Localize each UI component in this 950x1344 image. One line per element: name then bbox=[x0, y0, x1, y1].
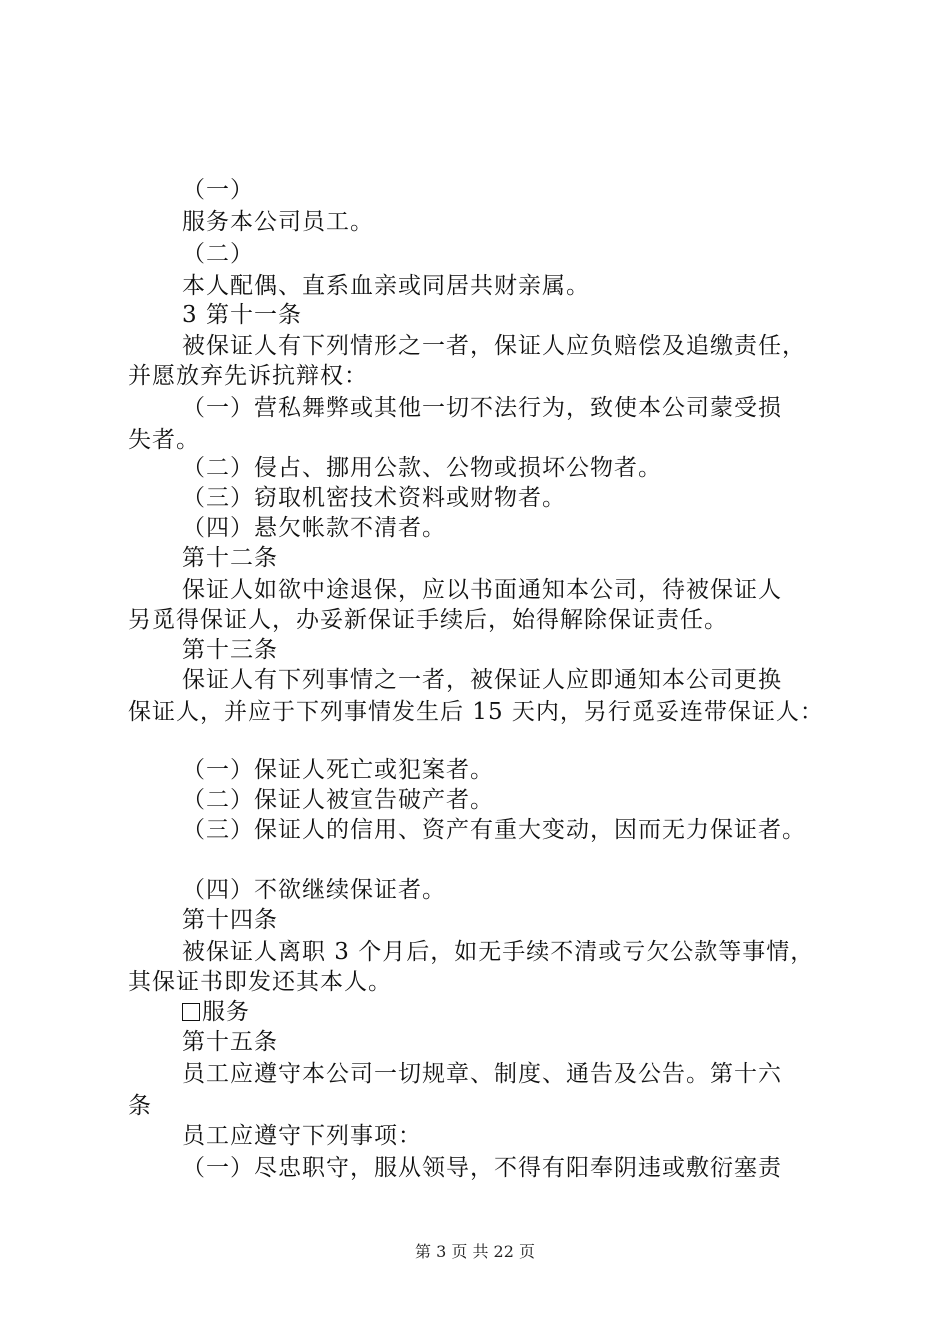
text-line: （一）营私舞弊或其他一切不法行为，致使本公司蒙受损 bbox=[182, 395, 782, 421]
text-line: （二） bbox=[182, 241, 254, 267]
text-line: 保证人如欲中途退保，应以书面通知本公司，待被保证人 bbox=[182, 577, 782, 603]
article-heading: 第十三条 bbox=[182, 637, 278, 663]
article-heading: 第十四条 bbox=[182, 907, 278, 933]
text-line: （四）不欲继续保证者。 bbox=[182, 877, 446, 903]
text-line: （三）保证人的信用、资产有重大变动，因而无力保证者。 bbox=[182, 817, 806, 843]
text-line: 保证人，并应于下列事情发生后 15 天内，另行觅妥连带保证人： bbox=[128, 699, 824, 725]
text-line: （一） bbox=[182, 177, 254, 203]
article-heading: 3 第十一条 bbox=[182, 302, 302, 328]
text-line: （三）窃取机密技术资料或财物者。 bbox=[182, 485, 566, 511]
text-line: 员工应遵守下列事项： bbox=[182, 1123, 422, 1149]
section-heading bbox=[182, 997, 250, 1027]
text-line: （二）保证人被宣告破产者。 bbox=[182, 787, 494, 813]
section-title: 服务 bbox=[202, 999, 250, 1025]
text-line: 并愿放弃先诉抗辩权： bbox=[128, 363, 368, 389]
text-line: 其保证书即发还其本人。 bbox=[128, 969, 392, 995]
text-line: 另觅得保证人，办妥新保证手续后，始得解除保证责任。 bbox=[128, 607, 728, 633]
text-line: 失者。 bbox=[128, 427, 200, 453]
text-line: 服务本公司员工。 bbox=[182, 209, 374, 235]
text-line: 条 bbox=[128, 1093, 152, 1119]
text-line: （一）尽忠职守，服从领导，不得有阳奉阴违或敷衍塞责 bbox=[182, 1155, 782, 1181]
text-line: （二）侵占、挪用公款、公物或损坏公物者。 bbox=[182, 455, 662, 481]
checkbox-icon bbox=[182, 1003, 200, 1021]
text-line: 员工应遵守本公司一切规章、制度、通告及公告。第十六 bbox=[182, 1061, 782, 1087]
text-line: （四）悬欠帐款不清者。 bbox=[182, 515, 446, 541]
text-line: 本人配偶、直系血亲或同居共财亲属。 bbox=[182, 273, 590, 299]
text-line: 保证人有下列事情之一者，被保证人应即通知本公司更换 bbox=[182, 667, 782, 693]
text-line: （一）保证人死亡或犯案者。 bbox=[182, 757, 494, 783]
text-line: 被保证人离职 3 个月后，如无手续不清或亏欠公款等事情， bbox=[182, 939, 815, 965]
article-heading: 第十二条 bbox=[182, 545, 278, 571]
article-heading: 第十五条 bbox=[182, 1029, 278, 1055]
page-footer: 第 3 页 共 22 页 bbox=[415, 1242, 535, 1261]
text-line: 被保证人有下列情形之一者，保证人应负赔偿及追缴责任， bbox=[182, 333, 806, 359]
